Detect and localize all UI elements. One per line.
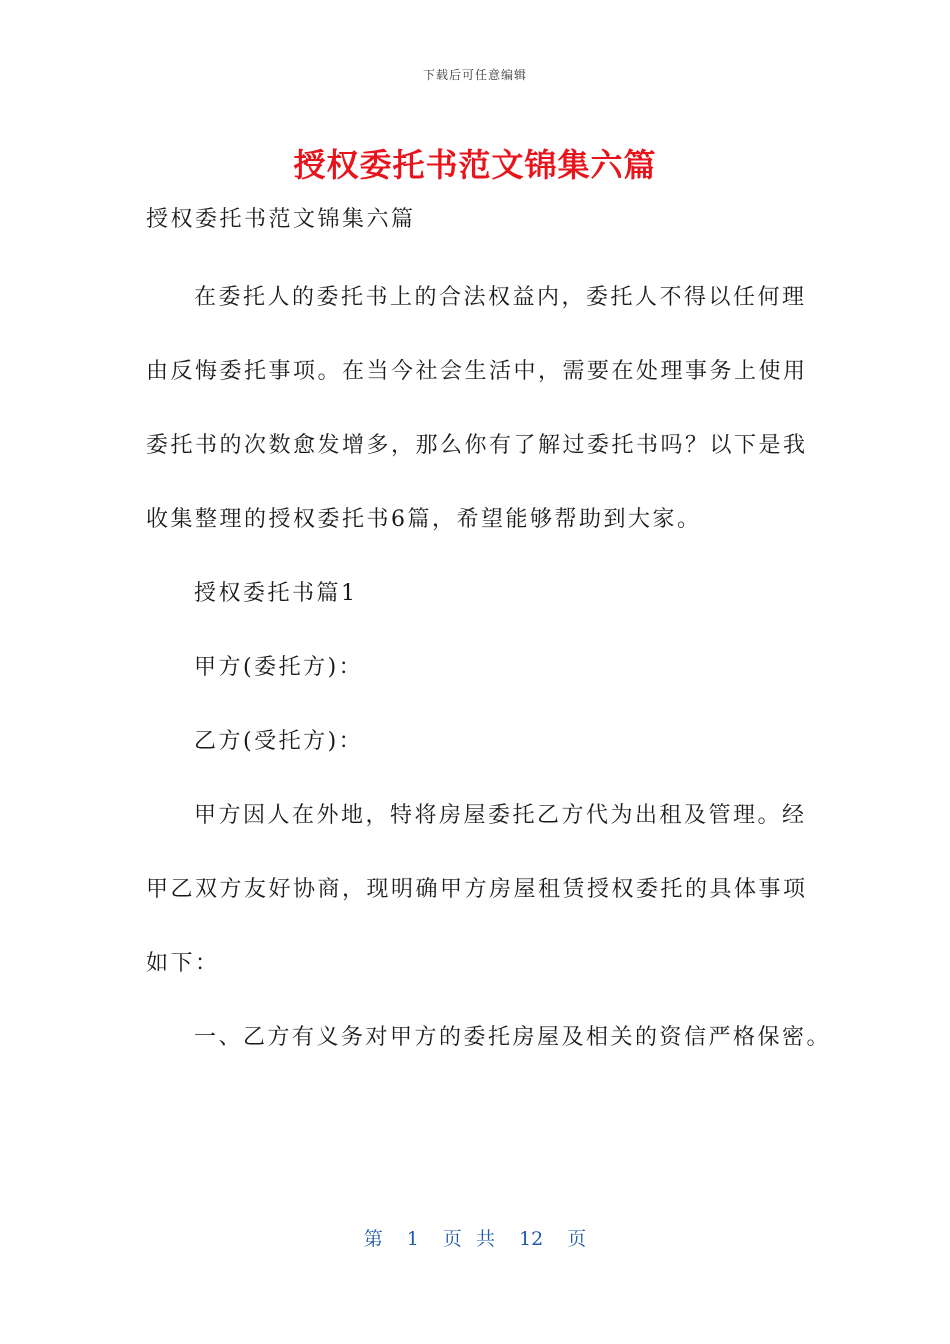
paragraph-line: 甲乙双方友好协商，现明确甲方房屋租赁授权委托的具体事项 [146, 877, 808, 902]
footer-suffix: 页 [567, 1228, 587, 1250]
footer-middle: 页 共 [442, 1228, 495, 1250]
paragraph-line: 由反悔委托事项。在当今社会生活中，需要在处理事务上使用 [146, 359, 808, 384]
header-note: 下载后可任意编辑 [422, 68, 527, 82]
party-b-label: 乙方(受托方)： [194, 729, 364, 754]
paragraph-line: 甲方因人在外地，特将房屋委托乙方代为出租及管理。经 [194, 803, 807, 828]
subtitle-line: 授权委托书范文锦集六篇 [146, 207, 416, 232]
footer-current-page: 1 [406, 1228, 419, 1250]
document-title: 授权委托书范文锦集六篇 [293, 146, 657, 184]
paragraph-line: 收集整理的授权委托书6篇，希望能够帮助到大家。 [146, 507, 702, 532]
page-footer [0, 1224, 950, 1251]
document-body [146, 198, 832, 1090]
paragraph-line: 在委托人的委托书上的合法权益内，委托人不得以任何理 [194, 285, 807, 310]
section-heading: 授权委托书篇1 [194, 581, 358, 606]
paragraph-line: 委托书的次数愈发增多，那么你有了解过委托书吗？以下是我 [146, 433, 808, 458]
footer-total-pages: 12 [519, 1228, 544, 1250]
clause-line: 一、乙方有义务对甲方的委托房屋及相关的资信严格保密。 [194, 1025, 832, 1050]
party-a-label: 甲方(委托方)： [194, 655, 364, 680]
paragraph-line: 如下： [146, 951, 220, 976]
footer-prefix: 第 [363, 1228, 383, 1250]
